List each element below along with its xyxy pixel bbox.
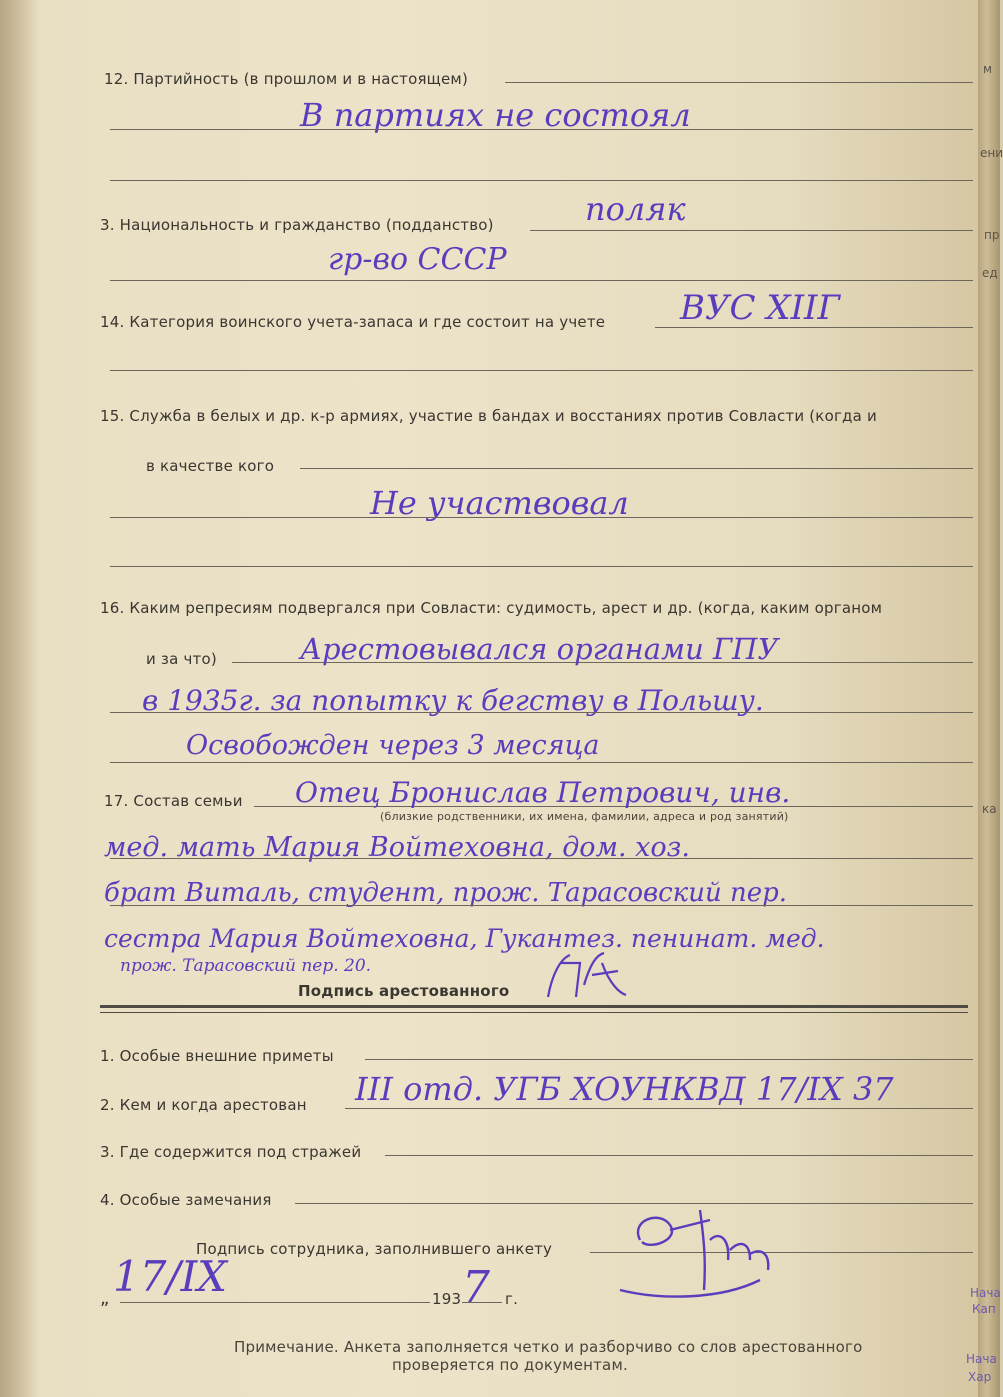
officer-field-2-label: 2. Кем и когда арестован [100, 1096, 307, 1114]
q16-line-2 [110, 712, 973, 713]
margin-fragment: ка [982, 802, 997, 816]
year-suffix: г. [505, 1290, 519, 1308]
officer-signature-label: Подпись сотрудника, заполнившего анкету [196, 1240, 553, 1258]
q17-line-3 [110, 905, 973, 906]
date-line [120, 1302, 430, 1303]
q13-label: 3. Национальность и гражданство (подданство) [100, 216, 494, 234]
date-open-quote: „ [100, 1288, 110, 1309]
q12-line-3 [110, 180, 973, 181]
q13-line-2 [110, 280, 973, 281]
q17-hint: (близкие родственники, их имена, фамилии, адреса и род занятий) [380, 810, 789, 823]
note-line-2: проверяется по документам. [392, 1356, 628, 1374]
q15-answer: Не участвовал [370, 484, 629, 522]
q13-answer-1: поляк [585, 190, 686, 228]
q16-answer-1: Арестовывался органами ГПУ [300, 632, 779, 666]
margin-fragment: Нача [966, 1352, 997, 1366]
q12-label: 12. Партийность (в прошлом и в настоящем) [104, 70, 469, 88]
q16-label-1: 16. Каким репресиям подвергался при Совласти: судимость, арест и др. (когда, каким органом [100, 599, 883, 617]
q16-answer-3: Освобожден через 3 месяца [186, 730, 600, 761]
q17-answer-5: прож. Тарасовский пер. 20. [120, 956, 372, 976]
officer-field-3-line [385, 1155, 973, 1156]
page-binding-shadow [0, 0, 40, 1397]
q16-line-3 [110, 762, 973, 763]
q13-line-1 [530, 230, 973, 231]
officer-field-3-label: 3. Где содержится под стражей [100, 1143, 362, 1161]
margin-fragment: Кап [972, 1302, 996, 1316]
signature-arrested-mark [540, 945, 630, 1005]
q17-answer-2: мед. мать Мария Войтеховна, дом. хоз. [104, 832, 690, 863]
adjacent-page-edge [978, 0, 1000, 1397]
q15-line-2 [110, 517, 973, 518]
margin-fragment: Хар [968, 1370, 992, 1384]
officer-field-1-label: 1. Особые внешние приметы [100, 1047, 334, 1065]
date-day-month: 17/IX [113, 1252, 228, 1301]
q17-line-2 [110, 858, 973, 859]
section-divider-bottom [100, 1012, 968, 1013]
note-line-1: Примечание. Анкета заполняется четко и разборчиво со слов арестованного [234, 1338, 863, 1356]
q15-line-3 [110, 566, 973, 567]
margin-fragment: м [983, 62, 993, 76]
q17-answer-3: брат Виталь, студент, прож. Тарасовский пер. [104, 878, 787, 908]
officer-field-1-line [365, 1059, 973, 1060]
q12-line-1 [505, 82, 973, 83]
margin-fragment: ени [980, 146, 1003, 160]
q15-line-1 [300, 468, 973, 469]
q14-label: 14. Категория воинского учета-запаса и где состоит на учете [100, 313, 606, 331]
q17-label: 17. Состав семьи [104, 792, 243, 810]
year-line [462, 1302, 502, 1303]
officer-signature-mark [600, 1180, 800, 1320]
q17-answer-4: сестра Мария Войтеховна, Гукантез. пенинат. мед. [104, 924, 825, 953]
officer-field-2-line [345, 1108, 973, 1109]
margin-fragment: ед [982, 266, 998, 280]
q13-answer-2: гр-во СССР [328, 242, 507, 277]
q14-answer: ВУС XIIГ [680, 288, 840, 328]
q15-label-1: 15. Служба в белых и др. к-р армиях, участие в бандах и восстаниях против Совласти (когда и [100, 407, 877, 425]
year-prefix: 193 [432, 1290, 462, 1308]
q16-answer-2: в 1935г. за попытку к бегству в Польшу. [142, 684, 764, 717]
q15-label-2: в качестве кого [146, 457, 275, 475]
signature-arrested-label: Подпись арестованного [298, 982, 510, 1000]
margin-fragment: пр [984, 228, 1000, 242]
year-digit: 7 [462, 1262, 490, 1313]
officer-field-2-value: III отд. УГБ ХОУНКВД 17/IX 37 [355, 1070, 894, 1108]
q14-line-2 [110, 370, 973, 371]
q16-label-2: и за что) [146, 650, 217, 668]
q17-answer-1: Отец Бронислав Петрович, инв. [295, 776, 791, 809]
q12-answer: В партиях не состоял [300, 96, 691, 134]
q12-line-2 [110, 129, 973, 130]
margin-fragment: Нача [970, 1286, 1001, 1300]
officer-field-4-label: 4. Особые замечания [100, 1191, 272, 1209]
section-divider-top [100, 1005, 968, 1008]
